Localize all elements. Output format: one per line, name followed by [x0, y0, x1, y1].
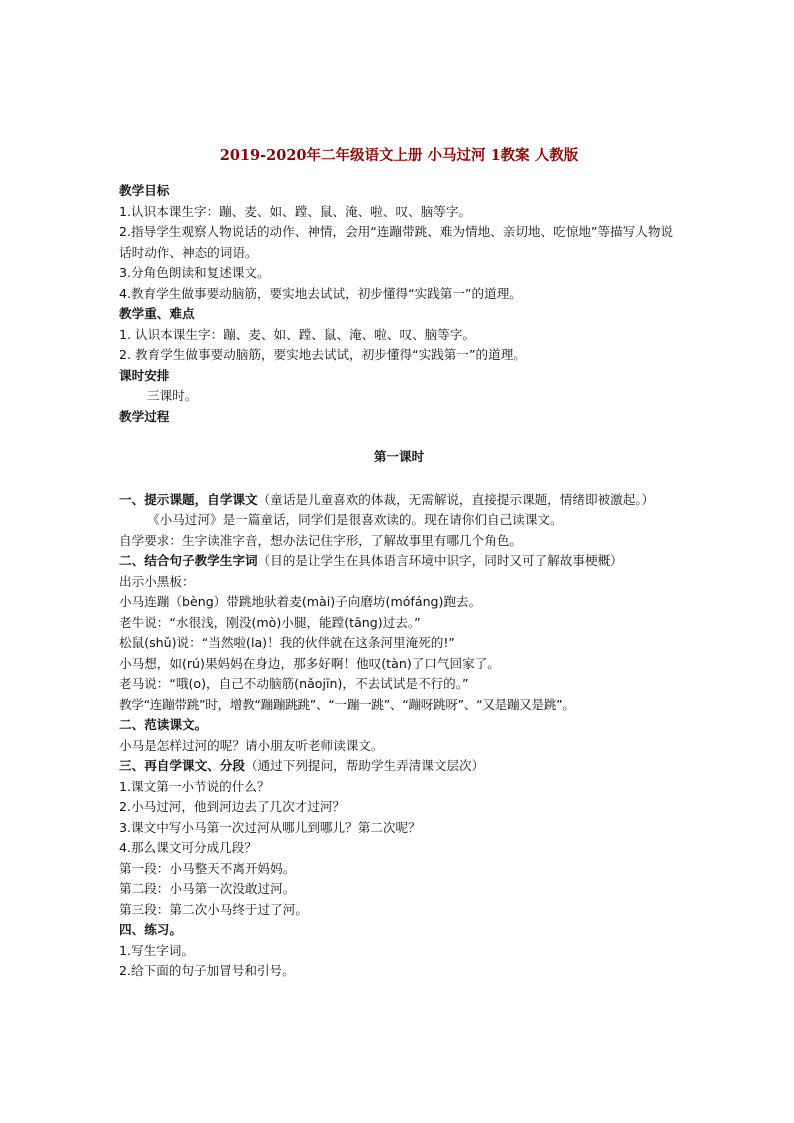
step-2-line: 小马想，如(rú)果妈妈在身边，那多好啊！他叹(tàn)了口气回家了。: [119, 655, 500, 671]
step-2-note: （目的是让学生在具体语言环境中识字，同时又可了解故事梗概）: [257, 553, 623, 568]
objective-item: 4.教育学生做事要动脑筋，要实地去试试，初步懂得“实践第一”的道理。: [119, 285, 522, 301]
step-4-line: 第一段：小马整天不离开妈妈。: [119, 860, 296, 876]
step-1: [119, 490, 679, 511]
step-1-title: 一、提示课题，自学课文: [119, 491, 258, 507]
step-2-line: 老牛说：“水很浅，刚没(mò)小腿，能蹚(tāng)过去。”: [119, 614, 421, 630]
step-4: [119, 756, 679, 777]
document-title: 2019-2020年二年级语文上册 小马过河 1教案 人教版: [219, 147, 579, 164]
step-4-note: （通过下列提问，帮助学生弄清课文层次）: [244, 758, 485, 773]
step-1-note: （童话是儿童喜欢的体裁，无需解说，直接提示课题，情绪即被激起。）: [257, 491, 655, 507]
step-2-line: 教学“连蹦带跳”时，增教“蹦蹦跳跳”、“一蹦一跳”、“蹦呀跳呀”、“又是蹦又是跳”。: [119, 696, 575, 712]
step-5-title: 四、练习。: [119, 922, 182, 937]
keypoint-item: 1. 认识本课生字：蹦、麦、如、蹚、鼠、淹、啦、叹、脑等字。: [119, 326, 476, 342]
step-2-line: 老马说：“哦(o)，自己不动脑筋(nǎojīn)，不去试试是不行的。”: [119, 676, 469, 691]
step-3-title: 二、范读课文。: [119, 717, 208, 732]
step-4-line: 2.小马过河，他到河边去了几次才过河？: [119, 799, 346, 814]
step-4-line: 第三段：第二次小马终于过了河。: [119, 901, 308, 917]
step-2-line: 出示小黑板：: [119, 573, 195, 589]
objective-item: 1.认识本课生字：蹦、麦、如、蹚、鼠、淹、啦、叹、脑等字。: [119, 203, 472, 219]
step-1-requirement: 自学要求：生字读准字音，想办法记住字形，了解故事里有哪几个角色。: [119, 532, 522, 548]
step-2-line: 松鼠(shǔ)说：“当然啦(la)！我的伙伴就在这条河里淹死的!”: [119, 635, 455, 650]
step-1-intro: 《小马过河》是一篇童话，同学们是很喜欢读的。现在请你们自己读课文。: [147, 512, 563, 527]
keypoint-item: 2. 教育学生做事要动脑筋，要实地去试试，初步懂得“实践第一”的道理。: [119, 347, 526, 362]
section-heading-objectives: 教学目标: [119, 183, 170, 198]
lesson-heading: 第一课时: [373, 449, 425, 464]
step-2-title: 二、结合句子教学生字词: [119, 553, 258, 568]
section-heading-schedule: 课时安排: [119, 367, 170, 383]
section-heading-keypoints: 教学重、难点: [119, 306, 195, 321]
step-4-title: 三、再自学课文、分段: [119, 758, 245, 773]
objective-item: 3.分角色朗读和复述课文。: [119, 265, 270, 280]
objective-item: 2.指导学生观察人物说话的动作、神情，会用“连蹦带跳、难为情地、亲切地、吃惊地”等描写人物说话时动作、神态的词语。: [119, 224, 674, 260]
section-heading-process: 教学过程: [119, 408, 170, 424]
step-2-line: 小马连蹦（bèng）带跳地驮着麦(mài)子向磨坊(mófáng)跑去。: [119, 594, 482, 609]
step-4-line: 1.课文第一小节说的什么？: [119, 778, 270, 794]
document-body: [119, 145, 679, 982]
step-4-line: 第二段：小马第一次没敢过河。: [119, 881, 296, 896]
step-4-line: 3.课文中写小马第一次过河从哪儿到哪儿？第二次呢？: [119, 819, 421, 835]
step-4-line: 4.那么课文可分成几段？: [119, 840, 257, 855]
step-5-line: 2.给下面的句子加冒号和引号。: [119, 963, 295, 978]
step-3-text: 小马是怎样过河的呢？请小朋友听老师读课文。: [119, 737, 384, 753]
step-5-line: 1.写生字词。: [119, 942, 194, 958]
schedule-text: 三课时。: [147, 388, 198, 403]
step-2: [119, 551, 679, 572]
